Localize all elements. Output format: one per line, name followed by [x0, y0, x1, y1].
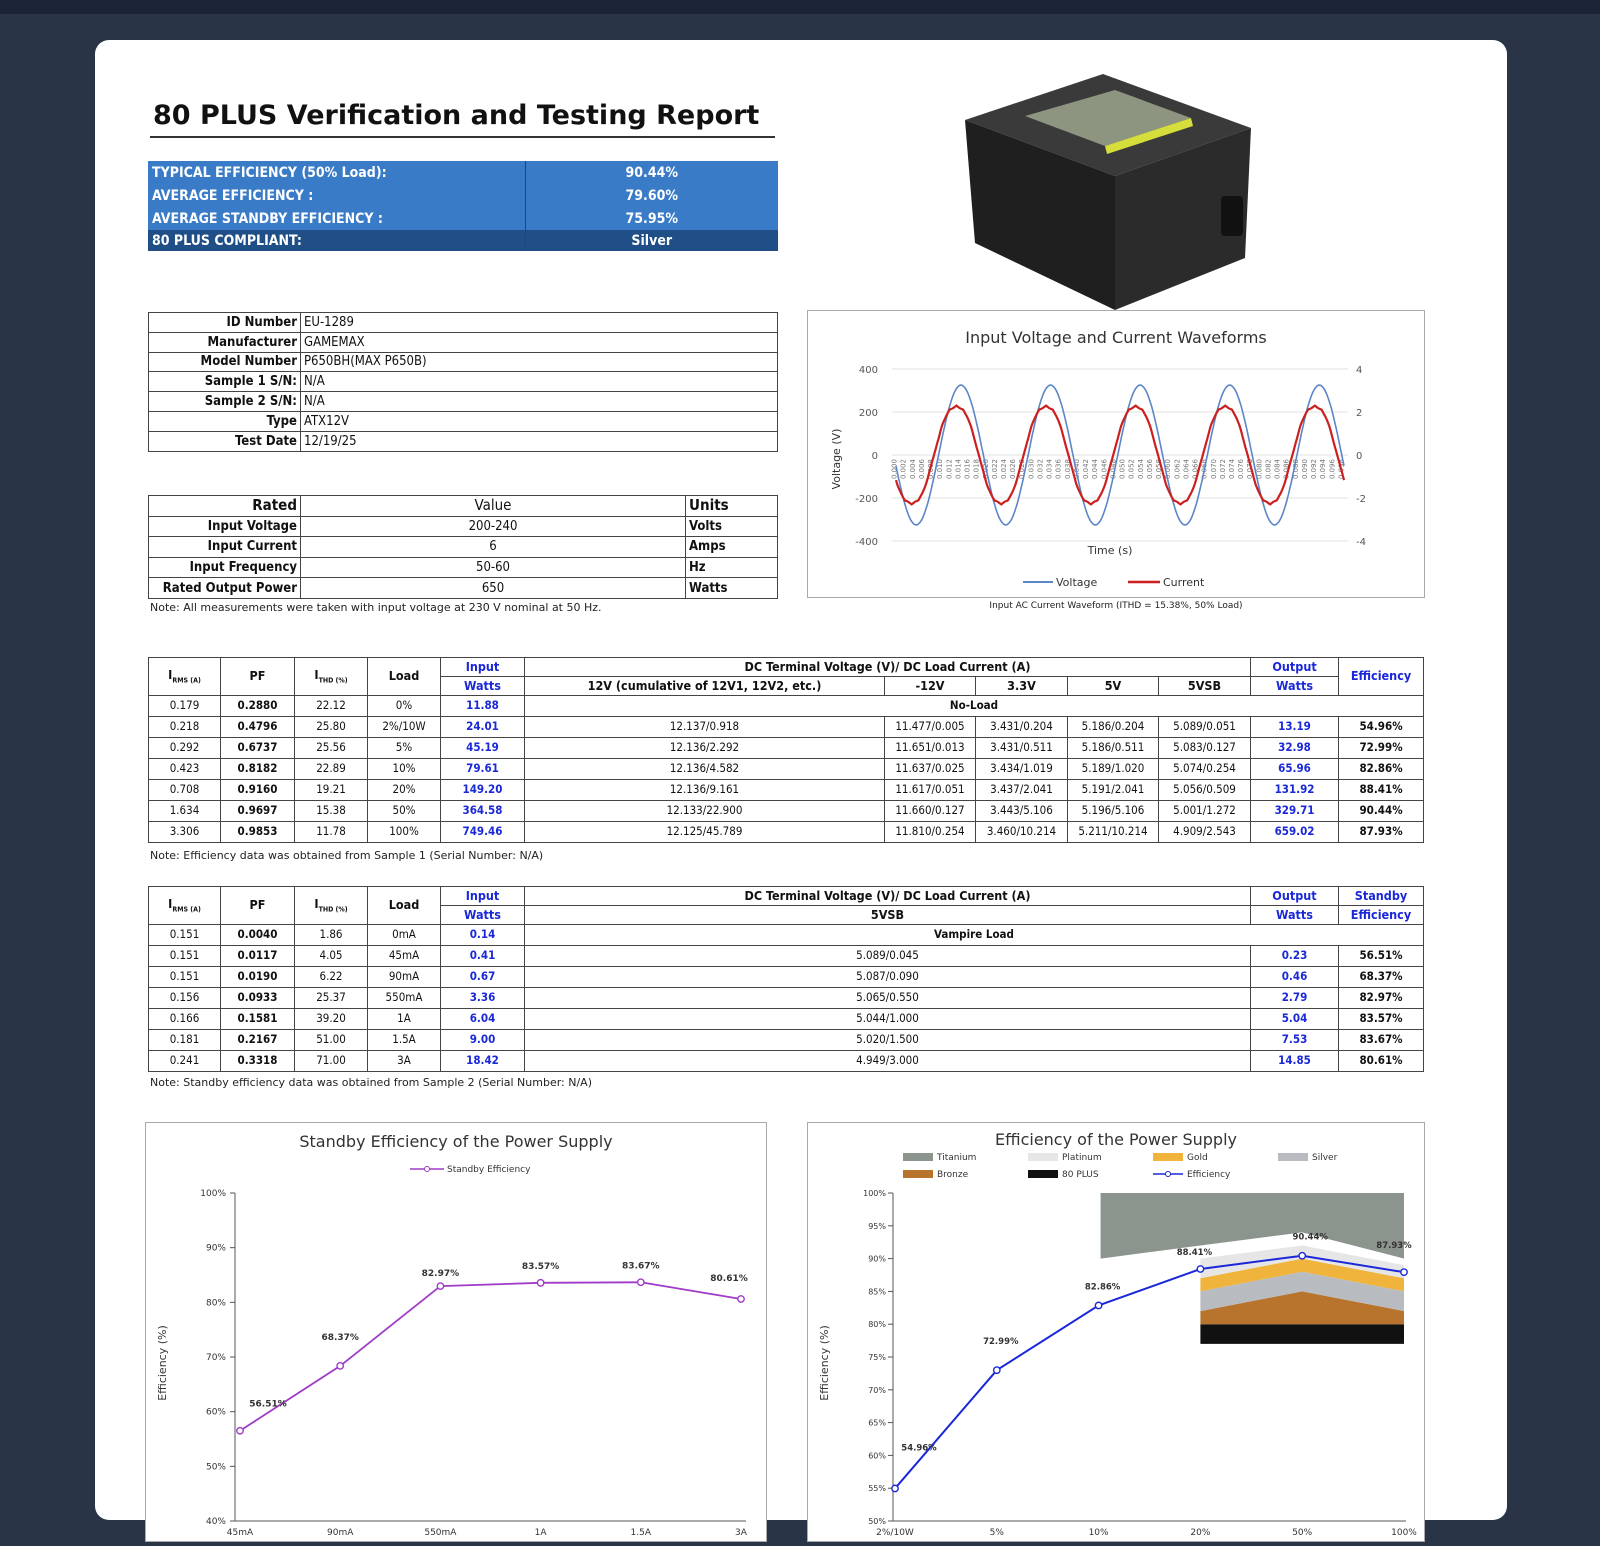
waveform-x-tick: 0.084 — [1273, 459, 1282, 480]
standby-header-row: $I_{RMS (A)}$ PF $I_{THD (\%)}$ Load Input DC Terminal Voltage (V)/ DC Load Current (A) Output Standby — [149, 887, 1424, 906]
efficiency-y-tick: 50% — [868, 1517, 886, 1526]
efficiency-legend-label: Bronze — [937, 1170, 969, 1180]
standby-x-tick: 45mA — [226, 1528, 254, 1538]
waveform-x-tick: 0.026 — [1009, 459, 1018, 480]
standby-y-tick: 90% — [205, 1243, 226, 1254]
summary-row: TYPICAL EFFICIENCY (50% Load): 90.44% — [148, 161, 778, 184]
standby-efficiency-line — [240, 1282, 741, 1430]
rated-row: Input Frequency 50-60 Hz — [149, 557, 778, 578]
efficiency-x-tick: 100% — [1391, 1528, 1417, 1538]
waveform-x-tick: 0.042 — [1082, 459, 1091, 480]
waveform-x-tick: 0.088 — [1291, 459, 1300, 480]
waveform-x-tick: 0.050 — [1118, 459, 1127, 480]
waveform-x-tick: 0.096 — [1328, 459, 1337, 480]
efficiency-data-point — [994, 1367, 1000, 1373]
standby-legend-label: Standby Efficiency — [447, 1165, 531, 1175]
info-row: Type ATX12V — [149, 411, 778, 431]
certification-band-titanium — [1101, 1193, 1404, 1259]
waveform-x-tick: 0.052 — [1127, 459, 1136, 480]
efficiency-data-label: 88.41% — [1176, 1248, 1213, 1259]
efficiency-row: 3.306 0.9853 11.78 100% 749.46 12.125/45.789 11.810/0.254 3.460/10.214 5.211/10.214 4.909/2.543 659.02 87.93% — [149, 822, 1424, 843]
efficiency-legend-label: 80 PLUS — [1062, 1170, 1099, 1180]
standby-data-label: 83.57% — [521, 1261, 560, 1272]
efficiency-y-tick: 55% — [868, 1484, 886, 1494]
standby-data-label: 80.61% — [710, 1273, 748, 1284]
waveform-x-tick: 0.092 — [1310, 459, 1319, 480]
waveform-x-tick: 0.016 — [963, 459, 972, 480]
waveform-x-tick: 0.068 — [1200, 459, 1209, 480]
waveform-x-tick: 0.014 — [954, 459, 963, 480]
efficiency-legend-label: Efficiency — [1187, 1170, 1231, 1180]
standby-x-tick: 550mA — [424, 1528, 457, 1538]
efficiency-legend-swatch — [1028, 1170, 1058, 1178]
waveform-x-tick: 0.076 — [1237, 459, 1246, 480]
efficiency-x-tick: 50% — [1292, 1528, 1313, 1538]
waveform-y-tick: 0 — [871, 451, 878, 462]
efficiency-row: 1.634 0.9697 15.38 50% 364.58 12.133/22.900 11.660/0.127 3.443/5.106 5.196/5.106 5.001/1.272 329.71 90.44% — [149, 801, 1424, 822]
waveform-x-tick: 0.002 — [899, 459, 908, 480]
waveform-x-tick: 0.048 — [1109, 459, 1118, 480]
efficiency-y-tick: 90% — [868, 1254, 886, 1264]
waveform-x-tick: 0.080 — [1255, 459, 1264, 480]
rated-row: Input Current 6 Amps — [149, 537, 778, 558]
efficiency-data-label: 82.86% — [1084, 1282, 1121, 1293]
waveform-x-tick: 0.094 — [1319, 459, 1328, 480]
efficiency-legend-swatch — [1278, 1153, 1308, 1161]
summary-row: AVERAGE EFFICIENCY : 79.60% — [148, 184, 778, 207]
info-row: Test Date 12/19/25 — [149, 431, 778, 451]
efficiency-chart-box — [807, 1122, 1425, 1542]
standby-header-row-2: Watts 5VSB Watts Efficiency — [149, 906, 1424, 925]
waveform-x-axis-label: Time (s) — [1087, 544, 1133, 557]
rated-row: Rated Output Power 650 Watts — [149, 578, 778, 599]
title-rule — [150, 136, 775, 138]
efficiency-data-point — [892, 1485, 898, 1491]
waveform-x-tick: 0.070 — [1209, 459, 1218, 480]
standby-row: 0.166 0.1581 39.20 1A 6.04 5.044/1.000 5.04 83.57% — [149, 1009, 1424, 1030]
waveform-x-tick: 0.036 — [1054, 459, 1063, 480]
waveform-chart-title: Input Voltage and Current Waveforms — [965, 328, 1267, 347]
standby-x-tick: 3A — [735, 1528, 747, 1538]
report-title: 80 PLUS Verification and Testing Report — [153, 100, 760, 131]
efficiency-legend-label: Platinum — [1062, 1153, 1102, 1163]
efficiency-legend-label: Titanium — [937, 1153, 977, 1163]
summary-row: AVERAGE STANDBY EFFICIENCY : 75.95% — [148, 207, 778, 230]
waveform-x-tick: 0.010 — [936, 459, 945, 480]
certification-band — [1200, 1324, 1404, 1344]
waveform-x-tick: 0.066 — [1191, 459, 1200, 480]
efficiency-chart — [808, 1123, 1423, 1541]
efficiency-data-label: 90.44% — [1292, 1232, 1328, 1243]
efficiency-header-row-2: Watts 12V (cumulative of 12V1, 12V2, etc.) -12V 3.3V 5V 5VSB Watts — [149, 677, 1424, 696]
efficiency-row: 0.708 0.9160 19.21 20% 149.20 12.136/9.161 11.617/0.051 3.437/2.041 5.191/2.041 5.056/0.509 131.92 88.41% — [149, 780, 1424, 801]
psu-info-table — [148, 312, 778, 452]
standby-chart-title: Standby Efficiency of the Power Supply — [299, 1132, 613, 1151]
standby-efficiency-chart — [146, 1123, 766, 1541]
waveform-y-tick: 200 — [858, 408, 878, 419]
efficiency-legend-swatch — [903, 1153, 933, 1161]
info-row: Sample 1 S/N: N/A — [149, 372, 778, 392]
report-page — [95, 40, 1507, 1538]
standby-data-point — [638, 1279, 644, 1285]
efficiency-data-label: 54.96% — [901, 1443, 937, 1454]
waveform-x-tick: 0.098 — [1337, 459, 1346, 480]
info-row: Manufacturer GAMEMAX — [149, 332, 778, 352]
waveform-x-tick: 0.060 — [1164, 459, 1173, 480]
rated-note: Note: All measurements were taken with input voltage at 230 V nominal at 50 Hz. — [150, 601, 602, 614]
rated-header-row: Rated Value Units — [149, 496, 778, 517]
standby-y-tick: 100% — [200, 1189, 226, 1199]
rated-specs-table — [148, 495, 778, 599]
waveform-y2-tick: 4 — [1356, 365, 1363, 376]
standby-data-point — [237, 1428, 243, 1434]
efficiency-legend-label: Gold — [1187, 1153, 1208, 1163]
standby-legend-marker — [425, 1167, 430, 1172]
standby-data-point — [437, 1283, 443, 1289]
standby-row: 0.181 0.2167 51.00 1.5A 9.00 5.020/1.500 7.53 83.67% — [149, 1030, 1424, 1051]
efficiency-data-label: 87.93% — [1376, 1241, 1412, 1252]
waveform-x-tick: 0.006 — [917, 459, 926, 480]
waveform-x-tick: 0.022 — [990, 459, 999, 480]
legend-current-label: Current — [1163, 576, 1205, 589]
waveform-x-tick: 0.018 — [972, 459, 981, 480]
efficiency-legend-label: Silver — [1312, 1153, 1338, 1163]
standby-data-label: 56.51% — [249, 1399, 287, 1410]
standby-y-tick: 80% — [205, 1298, 226, 1309]
legend-voltage-label: Voltage — [1056, 576, 1098, 589]
waveform-x-tick: 0.030 — [1027, 459, 1036, 480]
standby-data-point — [738, 1296, 744, 1302]
efficiency-y-tick: 95% — [868, 1221, 886, 1231]
standby-efficiency-chart-box — [145, 1122, 767, 1542]
summary-row-compliant: 80 PLUS COMPLIANT: Silver — [148, 230, 778, 251]
efficiency-note: Note: Efficiency data was obtained from Sample 1 (Serial Number: N/A) — [150, 849, 544, 862]
efficiency-y-tick: 75% — [868, 1353, 886, 1362]
vampire-load-label: Vampire Load — [525, 925, 1424, 946]
waveform-y-axis-label: Voltage (V) — [830, 428, 843, 490]
efficiency-chart-title: Efficiency of the Power Supply — [995, 1130, 1237, 1149]
waveform-x-tick: 0.000 — [890, 459, 899, 480]
waveform-x-tick: 0.054 — [1136, 459, 1145, 480]
waveform-x-tick: 0.086 — [1282, 459, 1291, 480]
standby-data-point — [537, 1280, 543, 1286]
waveform-x-tick: 0.004 — [908, 459, 917, 480]
standby-y-axis-label: Efficiency (%) — [156, 1325, 169, 1401]
efficiency-row: 0.423 0.8182 22.89 10% 79.61 12.136/4.582 11.637/0.025 3.434/1.019 5.189/1.020 5.074/0.254 65.96 82.86% — [149, 759, 1424, 780]
waveform-x-tick: 0.064 — [1182, 459, 1191, 480]
efficiency-legend-swatch — [903, 1170, 933, 1178]
efficiency-y-tick: 100% — [863, 1189, 886, 1198]
no-load-label: No-Load — [525, 696, 1424, 717]
efficiency-y-tick: 65% — [868, 1418, 886, 1428]
efficiency-x-tick: 5% — [989, 1528, 1004, 1538]
waveform-y-tick: -200 — [855, 494, 878, 505]
standby-row: 0.151 0.0117 4.05 45mA 0.41 5.089/0.045 0.23 56.51% — [149, 946, 1424, 967]
standby-data-label: 68.37% — [321, 1332, 359, 1343]
efficiency-x-tick: 10% — [1088, 1528, 1109, 1538]
waveform-x-tick: 0.072 — [1218, 459, 1227, 480]
waveform-x-tick: 0.062 — [1173, 459, 1182, 480]
waveform-x-tick: 0.032 — [1036, 459, 1045, 480]
waveform-x-tick: 0.012 — [945, 459, 954, 480]
standby-y-tick: 50% — [205, 1462, 226, 1473]
summary-table — [148, 161, 778, 251]
waveform-x-tick: 0.008 — [927, 459, 936, 480]
rated-row: Input Voltage 200-240 Volts — [149, 516, 778, 537]
standby-y-tick: 60% — [205, 1407, 226, 1418]
standby-x-tick: 1.5A — [630, 1528, 652, 1538]
waveform-x-tick: 0.044 — [1091, 459, 1100, 480]
standby-row: 0.151 0.0040 1.86 0mA 0.14 Vampire Load — [149, 925, 1424, 946]
waveform-x-tick: 0.034 — [1045, 459, 1054, 480]
efficiency-data-point — [1401, 1269, 1407, 1275]
efficiency-data-label: 72.99% — [983, 1337, 1019, 1348]
efficiency-table — [148, 657, 1424, 843]
efficiency-legend-swatch — [1028, 1153, 1058, 1161]
efficiency-y-tick: 70% — [868, 1385, 886, 1395]
waveform-x-tick: 0.024 — [1000, 459, 1008, 480]
waveform-x-tick: 0.038 — [1063, 459, 1072, 480]
waveform-chart-box — [807, 310, 1425, 598]
psu-product-photo — [955, 58, 1265, 320]
waveform-y2-tick: 2 — [1356, 408, 1363, 419]
efficiency-header-row: $I_{RMS (A)}$ PF $I_{THD (\%)}$ Load Input DC Terminal Voltage (V)/ DC Load Current (A) Output Efficiency — [149, 658, 1424, 677]
efficiency-data-point — [1299, 1253, 1305, 1259]
waveform-x-tick: 0.046 — [1100, 459, 1109, 480]
waveform-x-tick: 0.082 — [1264, 459, 1273, 480]
info-row: ID Number EU-1289 — [149, 313, 778, 333]
standby-note: Note: Standby efficiency data was obtained from Sample 2 (Serial Number: N/A) — [150, 1076, 592, 1089]
standby-y-tick: 40% — [205, 1517, 226, 1527]
efficiency-legend-swatch — [1153, 1153, 1183, 1161]
standby-table — [148, 886, 1424, 1072]
standby-x-tick: 90mA — [327, 1528, 354, 1538]
waveform-chart — [808, 311, 1423, 596]
standby-data-label: 82.97% — [421, 1269, 460, 1280]
efficiency-row: 0.218 0.4796 25.80 2%/10W 24.01 12.137/0.918 11.477/0.005 3.431/0.204 5.186/0.204 5.089/0.051 13.19 54.96% — [149, 717, 1424, 738]
waveform-y2-tick: -2 — [1356, 494, 1366, 505]
window-top-bar — [0, 0, 1600, 14]
waveform-y2-tick: -4 — [1356, 537, 1366, 548]
efficiency-data-point — [1197, 1266, 1203, 1272]
standby-row: 0.151 0.0190 6.22 90mA 0.67 5.087/0.090 0.46 68.37% — [149, 967, 1424, 988]
waveform-y-tick: -400 — [855, 537, 878, 548]
efficiency-x-tick: 20% — [1190, 1528, 1211, 1538]
waveform-x-tick: 0.074 — [1228, 459, 1236, 480]
standby-data-point — [337, 1363, 343, 1369]
efficiency-y-tick: 80% — [868, 1320, 886, 1330]
efficiency-legend-marker — [1166, 1172, 1171, 1177]
standby-data-label: 83.67% — [622, 1261, 660, 1272]
efficiency-y-tick: 60% — [868, 1451, 886, 1461]
waveform-x-tick: 0.028 — [1018, 459, 1027, 480]
waveform-x-tick: 0.058 — [1155, 459, 1164, 480]
waveform-y-tick: 400 — [858, 365, 878, 376]
info-row: Sample 2 S/N: N/A — [149, 392, 778, 412]
standby-y-tick: 70% — [205, 1353, 226, 1363]
waveform-x-tick: 0.056 — [1145, 459, 1154, 480]
waveform-caption: Input AC Current Waveform (ITHD = 15.38%, 50% Load) — [989, 601, 1243, 611]
efficiency-y-axis-label: Efficiency (%) — [818, 1325, 831, 1401]
waveform-x-tick: 0.040 — [1072, 459, 1081, 480]
waveform-y2-tick: 0 — [1356, 451, 1363, 462]
standby-row: 0.241 0.3318 71.00 3A 18.42 4.949/3.000 14.85 80.61% — [149, 1051, 1424, 1072]
info-row: Model Number P650BH(MAX P650B) — [149, 352, 778, 372]
efficiency-data-point — [1095, 1302, 1101, 1308]
standby-x-tick: 1A — [534, 1528, 547, 1538]
standby-row: 0.156 0.0933 25.37 550mA 3.36 5.065/0.550 2.79 82.97% — [149, 988, 1424, 1009]
efficiency-x-tick: 2%/10W — [876, 1528, 914, 1538]
efficiency-row: 0.292 0.6737 25.56 5% 45.19 12.136/2.292 11.651/0.013 3.431/0.511 5.186/0.511 5.083/0.127 32.98 72.99% — [149, 738, 1424, 759]
efficiency-row: 0.179 0.2880 22.12 0% 11.88 No-Load — [149, 696, 1424, 717]
waveform-x-tick: 0.090 — [1300, 459, 1309, 480]
waveform-x-tick: 0.078 — [1246, 459, 1255, 480]
efficiency-y-tick: 85% — [868, 1287, 886, 1297]
waveform-x-tick: 0.020 — [981, 459, 990, 480]
